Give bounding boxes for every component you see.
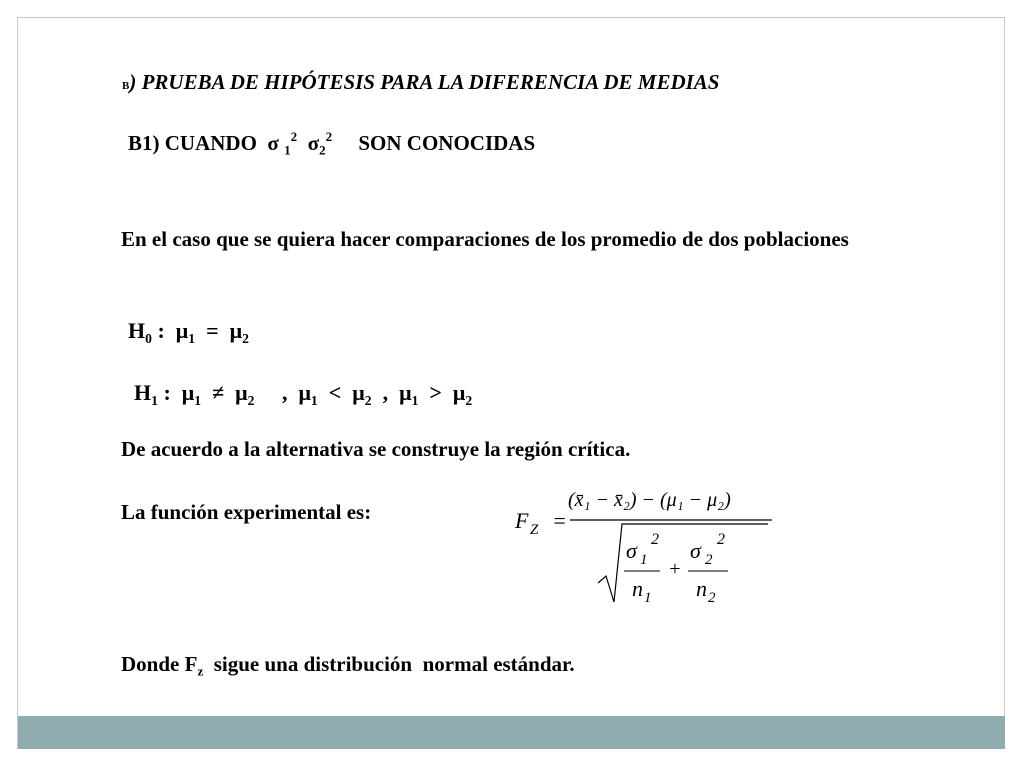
sigma2-sup: 2 bbox=[717, 531, 725, 548]
h0-sub: 0 bbox=[145, 330, 152, 346]
title-text: ) PRUEBA DE HIPÓTESIS PARA LA DIFERENCIA DE MEDIAS bbox=[129, 70, 720, 94]
h1-mu-b: μ bbox=[235, 380, 248, 405]
sigma-symbol: σ bbox=[267, 131, 279, 155]
h1-letter: H bbox=[134, 380, 152, 405]
h0-letter: H bbox=[128, 318, 146, 343]
sigma2-sup: 2 bbox=[325, 128, 333, 144]
plus-sign: + bbox=[668, 558, 682, 580]
h1-mu-d-sub: 2 bbox=[364, 392, 372, 408]
h0-mu1-sub: 1 bbox=[188, 330, 196, 346]
h1-not-equal: ≠ bbox=[201, 380, 236, 405]
sigma1-sub: 1 bbox=[284, 142, 291, 158]
sigma2-sub: 2 bbox=[705, 552, 713, 568]
sigma1-symbol: σ bbox=[626, 538, 637, 563]
h1-mu-c-sub: 1 bbox=[310, 392, 318, 408]
h0-equals: = bbox=[195, 318, 230, 343]
h1-mu-d: μ bbox=[352, 380, 365, 405]
sigma1-sub: 1 bbox=[640, 552, 648, 568]
h1-mu-e: μ bbox=[399, 380, 412, 405]
conclusion-text bbox=[121, 652, 575, 677]
intro-paragraph: En el caso que se quiera hacer comparaciones de los promedio de dos poblaciones bbox=[121, 227, 849, 251]
h1-mu-c: μ bbox=[298, 380, 311, 405]
n2-sub: 2 bbox=[708, 590, 716, 606]
h1-colon: : bbox=[157, 380, 182, 405]
h1-mu-a: μ bbox=[181, 380, 195, 405]
title-prefix: B bbox=[122, 80, 130, 92]
sigma2-symbol: σ bbox=[690, 538, 701, 563]
h1-mu-f-sub: 2 bbox=[465, 392, 473, 408]
h1-mu-f: μ bbox=[452, 380, 466, 405]
formula-equals: = bbox=[552, 508, 567, 533]
alt-hypothesis bbox=[134, 380, 472, 406]
h1-sub: 1 bbox=[151, 392, 158, 408]
critical-region-text: De acuerdo a la alternativa se construye la región crítica. bbox=[121, 437, 631, 461]
formula-lhs-sub: Z bbox=[530, 522, 539, 538]
formula-numerator: (x̄₁ − x̄₂) − (μ₁ − μ₂) bbox=[568, 489, 731, 511]
h1-separator: , bbox=[254, 380, 299, 405]
section-title bbox=[122, 70, 719, 95]
case-heading bbox=[128, 128, 536, 158]
sigma-symbol-2: σ bbox=[307, 131, 320, 155]
h0-colon: : bbox=[151, 318, 176, 343]
conclusion-sub: z bbox=[197, 663, 204, 679]
footer-band bbox=[18, 716, 1005, 749]
test-statistic-formula bbox=[510, 478, 800, 618]
case-label: B1) CUANDO bbox=[128, 131, 257, 155]
conclusion-pre: Donde F bbox=[121, 652, 198, 676]
sigma1-sup: 2 bbox=[290, 128, 298, 144]
sigma2-sub: 2 bbox=[319, 142, 326, 158]
null-hypothesis bbox=[128, 318, 249, 344]
h0-mu2-sub: 2 bbox=[242, 330, 249, 346]
n1-letter: n bbox=[632, 576, 643, 601]
conclusion-post: sigue una distribución normal estándar. bbox=[203, 652, 575, 676]
experimental-function-label: La función experimental es: bbox=[121, 500, 372, 524]
formula-lhs: F bbox=[515, 508, 529, 533]
h0-mu1: μ bbox=[175, 318, 189, 343]
h1-mu-a-sub: 1 bbox=[194, 392, 202, 408]
h1-less-than: < bbox=[317, 380, 353, 405]
n1-sub: 1 bbox=[644, 590, 652, 606]
h1-mu-e-sub: 1 bbox=[411, 392, 419, 408]
sqrt-symbol bbox=[598, 524, 768, 602]
h1-greater-than: > bbox=[418, 380, 453, 405]
sigma1-sup: 2 bbox=[651, 531, 659, 548]
h0-mu2: μ bbox=[229, 318, 243, 343]
case-tail: SON CONOCIDAS bbox=[358, 131, 536, 155]
h1-comma: , bbox=[371, 380, 400, 405]
n2-letter: n bbox=[696, 576, 707, 601]
h1-mu-b-sub: 2 bbox=[247, 392, 255, 408]
